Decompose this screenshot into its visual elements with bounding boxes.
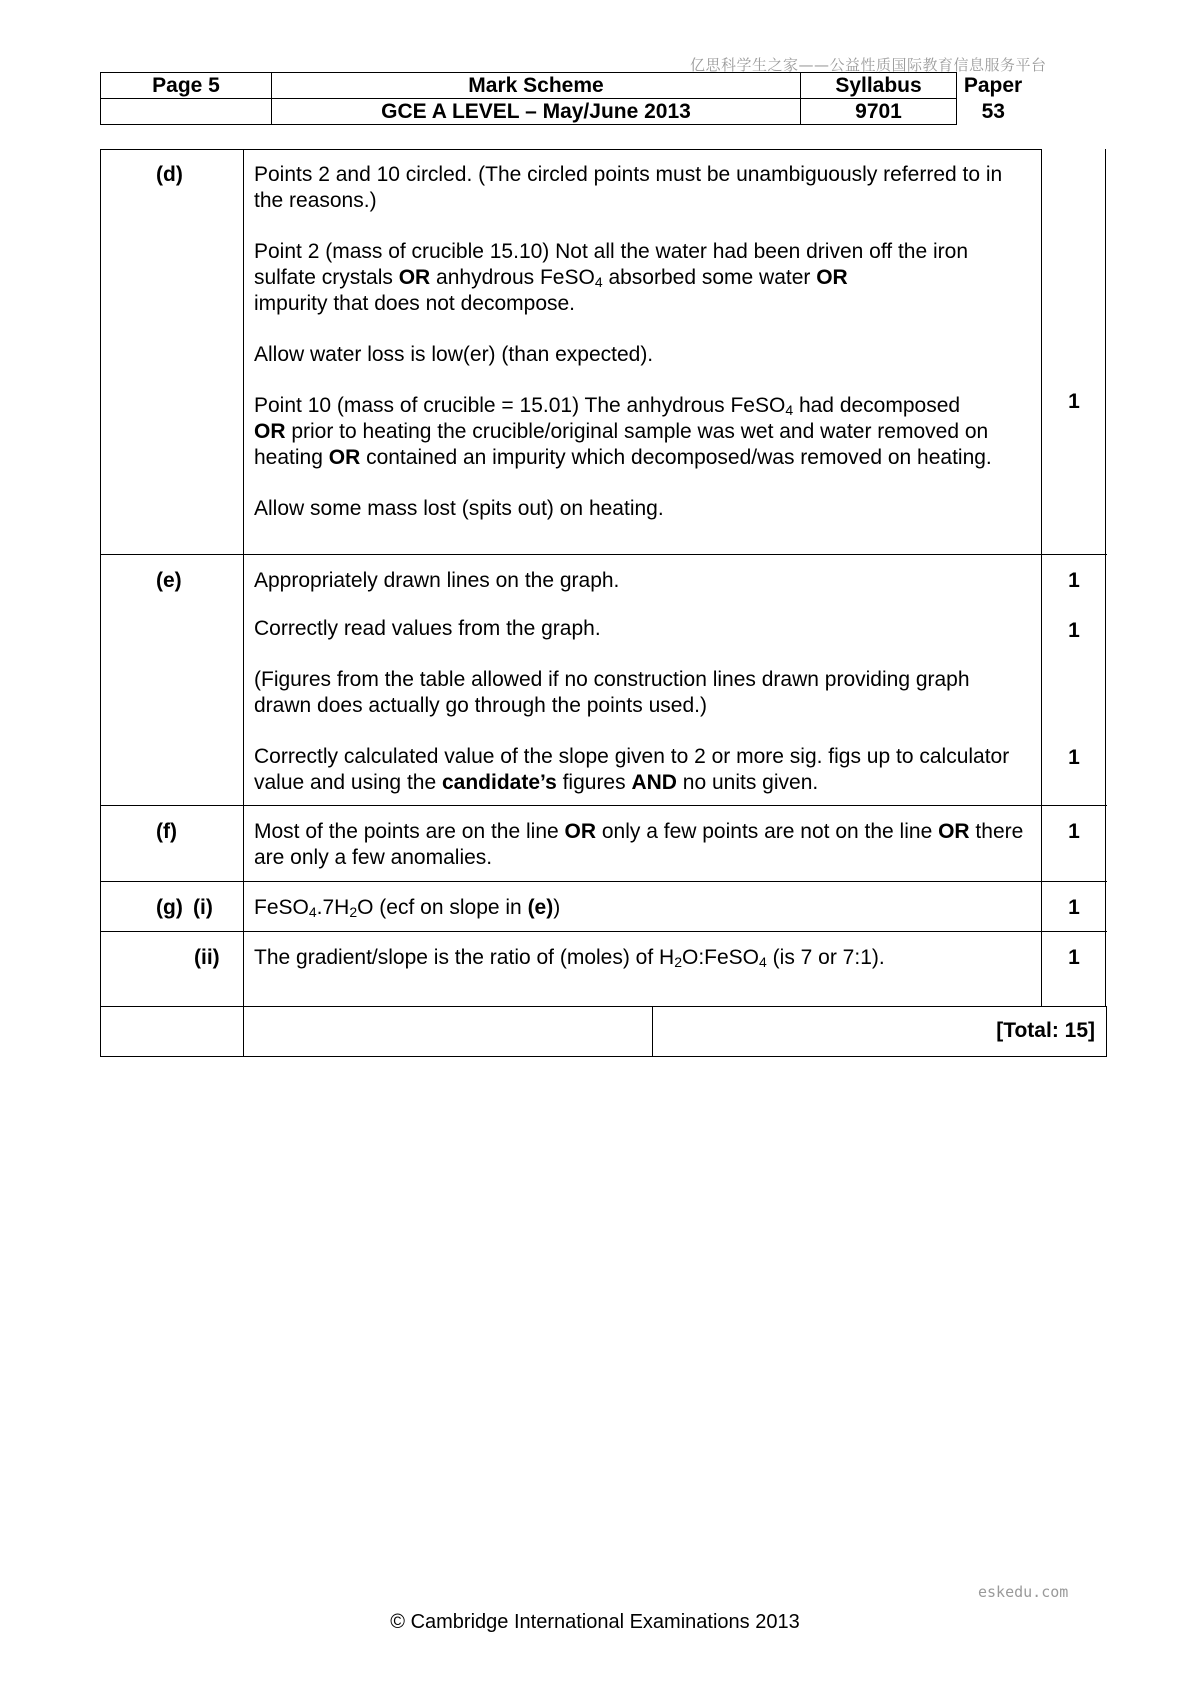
paper-label: Paper <box>963 73 1023 97</box>
mark-cell <box>1042 882 1106 931</box>
total-marks: [Total: 15] <box>653 1007 1107 1056</box>
mark-cell <box>1042 806 1106 881</box>
syllabus-label: Syllabus <box>801 73 957 99</box>
watermark-bottom: eskedu.com <box>978 1583 1069 1601</box>
answer-text: The gradient/slope is the ratio of (moles) of $H_2O:FeSO_4$ (is 7 or 7:1). <box>254 946 885 970</box>
answer-cell <box>244 932 1042 1006</box>
answer-cell <box>244 806 1042 881</box>
question-label: (g) <box>156 896 183 919</box>
question-label: (e) <box>156 569 182 592</box>
mark-value: 1 <box>1068 619 1080 642</box>
header-empty-cell <box>101 99 272 125</box>
paper-value: 53 <box>981 99 1005 123</box>
mark-value: 1 <box>1068 896 1080 919</box>
answer-cell <box>244 882 1042 931</box>
answer-text: Allow some mass lost (spits out) on heating. <box>254 497 664 520</box>
copyright-footer: © Cambridge International Examinations 2013 <box>390 1611 800 1633</box>
header-table <box>100 72 1030 125</box>
answer-text: Allow water loss is low(er) (than expected). <box>254 343 654 366</box>
row-f <box>101 806 1107 882</box>
question-label: (d) <box>156 163 183 186</box>
mark-value: 1 <box>1068 820 1080 843</box>
mark-value: 1 <box>1068 390 1080 413</box>
total-empty-cell <box>244 1007 653 1056</box>
mark-cell <box>1042 555 1106 805</box>
total-empty-cell <box>101 1007 244 1056</box>
answer-text: Correctly read values from the graph. <box>254 617 601 640</box>
row-g-i <box>101 882 1107 932</box>
answer-text: Appropriately drawn lines on the graph. <box>254 569 620 592</box>
answer-text: $FeSO_4.7H_2O$ (ecf on slope in (e)) <box>254 896 561 920</box>
answer-text: Points 2 and 10 circled. (The circled points must be unambiguously referred to in the reasons.) <box>254 163 1003 212</box>
subquestion-label: (ii) <box>194 946 220 969</box>
question-label-cell <box>101 555 244 805</box>
total-row <box>101 1007 1107 1057</box>
subquestion-label: (i) <box>193 896 213 919</box>
row-g-ii <box>101 932 1107 1007</box>
mark-scheme-table <box>100 149 1107 1057</box>
watermark-top: 亿思科学生之家——公益性质国际教育信息服务平台 <box>690 56 1047 74</box>
question-label-cell <box>101 149 244 554</box>
mark-value: 1 <box>1068 946 1080 969</box>
answer-text: Correctly calculated value of the slope given to 2 or more sig. figs up to calculator value and using the candidate’s figures AND no units given. <box>254 745 1010 794</box>
answer-cell <box>244 149 1042 554</box>
document-title: Mark Scheme <box>272 73 801 99</box>
question-label-cell <box>101 806 244 881</box>
answer-text: (Figures from the table allowed if no construction lines drawn providing graph drawn does actually go through the points used.) <box>254 668 970 717</box>
answer-text: Most of the points are on the line OR only a few points are not on the line OR there are only a few anomalies. <box>254 820 1024 869</box>
mark-value: 1 <box>1068 569 1080 592</box>
row-e <box>101 555 1107 806</box>
question-label: (f) <box>156 820 177 843</box>
page-number: Page 5 <box>101 73 272 99</box>
mark-cell <box>1042 932 1106 1006</box>
mark-value: 1 <box>1068 746 1080 769</box>
answer-cell <box>244 555 1042 805</box>
question-label-cell <box>101 932 244 1006</box>
mark-cell <box>1042 149 1106 554</box>
syllabus-value: 9701 <box>801 99 957 125</box>
question-label-cell <box>101 882 244 931</box>
document-subtitle: GCE A LEVEL – May/June 2013 <box>272 99 801 125</box>
answer-text: Point 2 (mass of crucible 15.10) Not all the water had been driven off the iron sulfate crystals OR anhydrous FeSO$_4$ absorbed some water OR impurity that does not decompose. <box>254 240 969 315</box>
row-d <box>101 149 1107 555</box>
answer-text: Point 10 (mass of crucible = 15.01) The anhydrous FeSO$_4$ had decomposed OR prior to heating the crucible/original sample was wet and water removed on heating OR contained an impurity which decomposed/was removed on heating. <box>254 394 992 469</box>
